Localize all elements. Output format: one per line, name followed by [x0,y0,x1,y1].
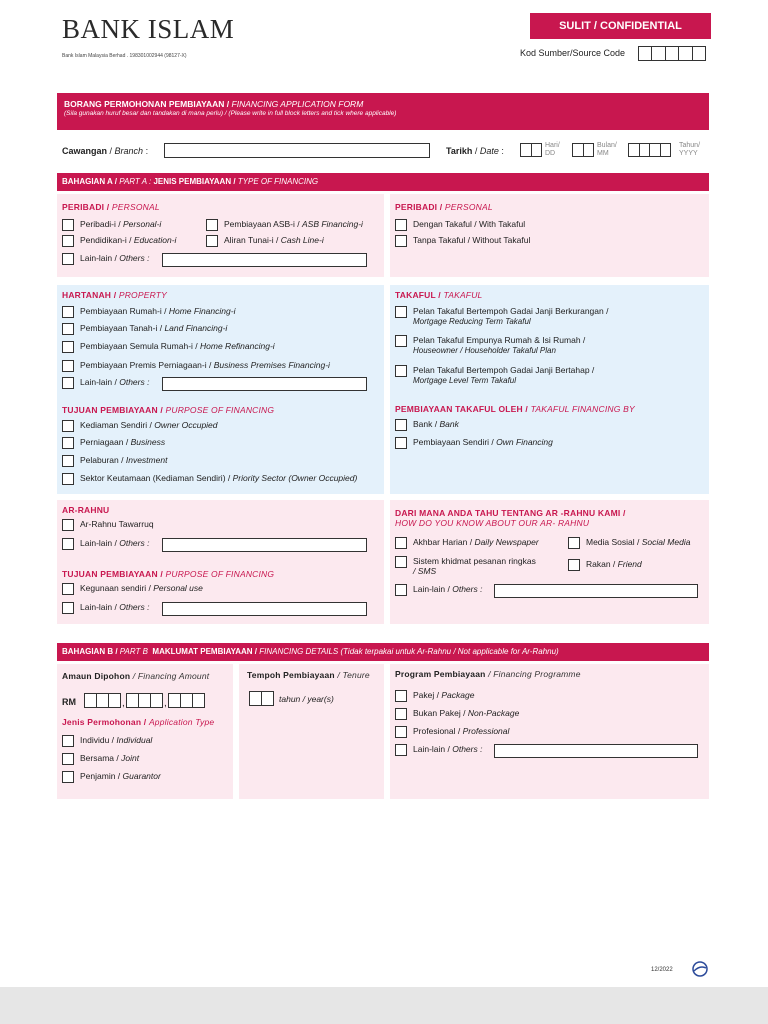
date-day-label: Hari/ DD [545,142,560,157]
tenure-input[interactable] [250,691,274,706]
option-priority-sector[interactable]: Sektor Keutamaan (Kediaman Sendiri) / Priority Sector (Owner Occupied) [62,473,357,485]
know-about-panel [390,500,709,624]
branch-input[interactable] [164,143,430,158]
checkbox[interactable] [62,437,74,449]
know-about-others-input[interactable] [494,584,698,598]
property-purpose-title: TUJUAN PEMBIAYAAN / PURPOSE OF FINANCING [62,405,275,415]
ar-rahnu-panel [57,500,384,624]
form-title-banner [57,93,709,130]
checkbox[interactable] [62,538,74,550]
option-daily-newspaper[interactable]: Akhbar Harian / Daily Newspaper [395,537,539,549]
amount-title: Amaun Dipohon / Financing Amount [62,671,210,681]
option-package[interactable]: Pakej / Package [395,690,474,702]
date-year-label: Tahun/ YYYY [679,142,701,157]
checkbox[interactable] [395,556,407,568]
bank-logo: BANK ISLAM [62,14,235,44]
option-owner-occupied[interactable]: Kediaman Sendiri / Owner Occupied [62,420,218,432]
option-guarantor[interactable]: Penjamin / Guarantor [62,771,161,783]
bank-logo-subtitle: Bank Islam Malaysia Berhad . 198301002944 (98127-X) [62,53,187,59]
checkbox[interactable] [62,602,74,614]
option-mortgage-level-term-takaful[interactable]: Pelan Takaful Bertempoh Gadai Janji Bertahap / Mortgage Level Term Takaful [395,365,594,385]
option-personal-i[interactable]: Peribadi-i / Personal-i [62,219,161,231]
option-friend[interactable]: Rakan / Friend [568,559,642,571]
personal-takaful-panel [390,194,709,277]
checkbox[interactable] [395,708,407,720]
takaful-financing-by-title: PEMBIAYAAN TAKAFUL OLEH / TAKAFUL FINANCING BY [395,404,635,414]
option-home-financing-i[interactable]: Pembiayaan Rumah-i / Home Financing-i [62,306,235,318]
source-code-label: Kod Sumber/Source Code [520,48,626,58]
option-ar-rahnu-others[interactable]: Lain-lain / Others : [62,538,149,550]
option-business-premises-financing-i[interactable]: Pembiayaan Premis Perniagaan-i / Business Premises Financing-i [62,360,330,372]
tenure-panel [239,664,384,799]
option-joint[interactable]: Bersama / Joint [62,753,139,765]
option-education-i[interactable]: Pendidikan-i / Education-i [62,235,176,247]
amount-input-group-3[interactable] [169,693,205,708]
amount-input-group-1[interactable] [85,693,121,708]
option-property-others[interactable]: Lain-lain / Others : [62,377,149,389]
programme-panel [390,664,709,799]
date-month-label: Bulan/ MM [597,142,617,157]
ar-rahnu-purpose-title: TUJUAN PEMBIAYAAN / PURPOSE OF FINANCING [62,569,275,579]
ar-rahnu-purpose-others-input[interactable] [162,602,367,616]
option-know-about-others[interactable]: Lain-lain / Others : [395,584,482,596]
know-about-title: DARI MANA ANDA TAHU TENTANG AR -RAHNU KAMI / HOW DO YOU KNOW ABOUT OUR AR- RAHNU [395,508,626,528]
option-ar-rahnu-purpose-others[interactable]: Lain-lain / Others : [62,602,149,614]
checkbox[interactable] [62,323,74,335]
tenure-title: Tempoh Pembiayaan / Tenure [247,670,370,680]
option-ar-rahnu-tawarruq[interactable]: Ar-Rahnu Tawarruq [62,519,154,531]
checkbox[interactable] [62,377,74,389]
checkbox[interactable] [62,306,74,318]
checkbox[interactable] [395,235,407,247]
form-title-en: FINANCING APPLICATION FORM [231,99,364,109]
source-code-input[interactable] [639,46,706,61]
option-bank[interactable]: Bank / Bank [395,419,459,431]
ar-rahnu-title: AR-RAHNU [62,505,110,515]
personal-others-input[interactable] [162,253,367,267]
checkbox[interactable] [62,455,74,467]
option-cash-line-i[interactable]: Aliran Tunai-i / Cash Line-i [206,235,324,247]
checkbox[interactable] [395,537,407,549]
amount-panel [57,664,233,799]
ar-rahnu-others-input[interactable] [162,538,367,552]
page-bottom-bar [0,987,768,1024]
checkbox[interactable] [62,360,74,372]
option-non-package[interactable]: Bukan Pakej / Non-Package [395,708,519,720]
option-with-takaful[interactable]: Dengan Takaful / With Takaful [395,219,525,231]
checkbox[interactable] [62,341,74,353]
application-type-title: Jenis Permohonan / Application Type [62,717,215,727]
checkbox[interactable] [568,559,580,571]
checkbox[interactable] [568,537,580,549]
checkbox[interactable] [395,365,407,377]
property-title: HARTANAH / PROPERTY [62,290,168,300]
amount-comma-2: , [164,698,167,709]
option-business[interactable]: Perniagaan / Business [62,437,165,449]
checkbox[interactable] [395,690,407,702]
checkbox[interactable] [395,219,407,231]
option-social-media[interactable]: Media Sosial / Social Media [568,537,690,549]
property-others-input[interactable] [162,377,367,391]
amount-comma-1: , [122,698,125,709]
property-panel [57,285,384,494]
checkbox[interactable] [395,419,407,431]
option-asb-financing-i[interactable]: Pembiayaan ASB-i / ASB Financing-i [206,219,363,231]
option-individual[interactable]: Individu / Individual [62,735,152,747]
date-month-input[interactable] [573,143,594,157]
option-home-refinancing-i[interactable]: Pembiayaan Semula Rumah-i / Home Refinancing-i [62,341,275,353]
date-day-input[interactable] [521,143,542,157]
programme-others-input[interactable] [494,744,698,758]
form-instruction: (Sila gunakan huruf besar dan tandakan di mana perlu) / (Please write in full block letters and tick where applicable) [64,110,397,117]
option-houseowner-takaful[interactable]: Pelan Takaful Empunya Rumah & Isi Rumah / Houseowner / Householder Takaful Plan [395,335,585,355]
checkbox[interactable] [395,584,407,596]
personal-panel [57,194,384,277]
option-mortgage-reducing-term-takaful[interactable]: Pelan Takaful Bertempoh Gadai Janji Berkurangan / Mortgage Reducing Term Takaful [395,306,608,326]
tenure-unit: tahun / year(s) [279,694,334,704]
checkbox[interactable] [62,420,74,432]
programme-title: Program Pembiayaan / Financing Programme [395,669,581,679]
personal-title: PERIBADI / PERSONAL [62,202,160,212]
option-without-takaful[interactable]: Tanpa Takaful / Without Takaful [395,235,530,247]
checkbox[interactable] [395,744,407,756]
confidential-badge: SULIT / CONFIDENTIAL [530,13,711,39]
checkbox[interactable] [62,235,74,247]
checkbox[interactable] [395,437,407,449]
checkbox[interactable] [395,306,407,318]
checkbox[interactable] [62,735,74,747]
checkbox[interactable] [395,726,407,738]
footer-date: 12/2022 [651,967,673,973]
checkbox[interactable] [62,519,74,531]
option-professional[interactable]: Profesional / Professional [395,726,509,738]
rm-label: RM [62,697,76,707]
checkbox[interactable] [62,753,74,765]
checkbox[interactable] [62,219,74,231]
form-title-bm: BORANG PERMOHONAN PEMBIAYAAN / [64,99,230,109]
checkbox[interactable] [62,473,74,485]
date-year-input[interactable] [629,143,671,157]
option-programme-others[interactable]: Lain-lain / Others : [395,744,482,756]
branch-label: Cawangan / Branch : [62,146,149,156]
certification-mark-icon [691,960,709,978]
part-b-header: BAHAGIAN B / PART B MAKLUMAT PEMBIAYAAN / FINANCING DETAILS (Tidak terpakai untuk Ar-Rahnu / Not applicable for Ar-Rahnu) [57,643,709,661]
date-label: Tarikh / Date : [446,146,504,156]
checkbox[interactable] [395,335,407,347]
checkbox[interactable] [62,583,74,595]
option-investment[interactable]: Pelaburan / Investment [62,455,167,467]
option-land-financing-i[interactable]: Pembiayaan Tanah-i / Land Financing-i [62,323,227,335]
part-a-header: BAHAGIAN A / PART A : JENIS PEMBIAYAAN / TYPE OF FINANCING [57,173,709,191]
takaful-title: TAKAFUL / TAKAFUL [395,290,483,300]
takaful-panel [390,285,709,494]
option-personal-use[interactable]: Kegunaan sendiri / Personal use [62,583,203,595]
checkbox[interactable] [206,235,218,247]
checkbox[interactable] [62,771,74,783]
checkbox[interactable] [62,253,74,265]
option-personal-others[interactable]: Lain-lain / Others : [62,253,149,265]
personal-takaful-title: PERIBADI / PERSONAL [395,202,493,212]
amount-input-group-2[interactable] [127,693,163,708]
option-sms[interactable]: Sistem khidmat pesanan ringkas / SMS [395,556,536,576]
checkbox[interactable] [206,219,218,231]
option-own-financing[interactable]: Pembiayaan Sendiri / Own Financing [395,437,553,449]
